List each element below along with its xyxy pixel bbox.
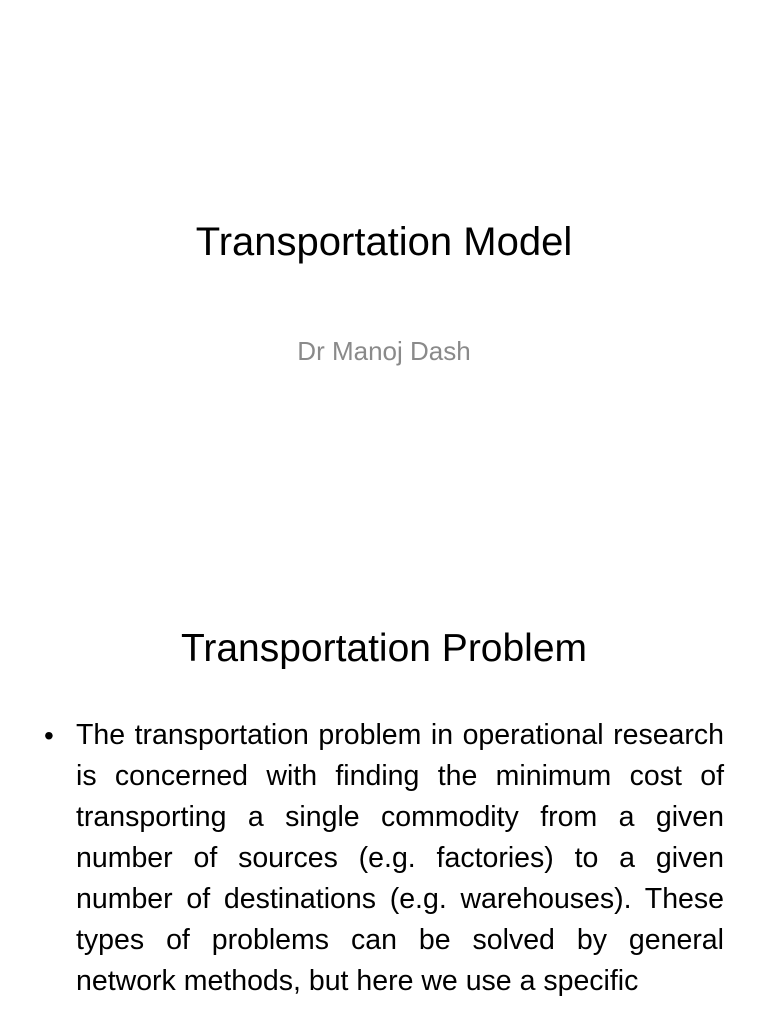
bullet-dot-icon: • [44,720,54,751]
slide-title: Transportation Model [195,220,573,264]
bullet-item [40,715,724,1002]
content-slide [0,576,768,1024]
bullet-list [40,715,724,1002]
bullet-text: The transportation problem in operational research is concerned with finding the minimum cost of transporting a single commodity from a given number of sources (e.g. factories) to a given number of destinations (e.g. warehouses). These types of problems can be solved by general network methods, but here we use a specific [76,719,724,997]
author-subtitle: Dr Manoj Dash [297,336,471,366]
content-slide-title: Transportation Problem [180,627,588,670]
